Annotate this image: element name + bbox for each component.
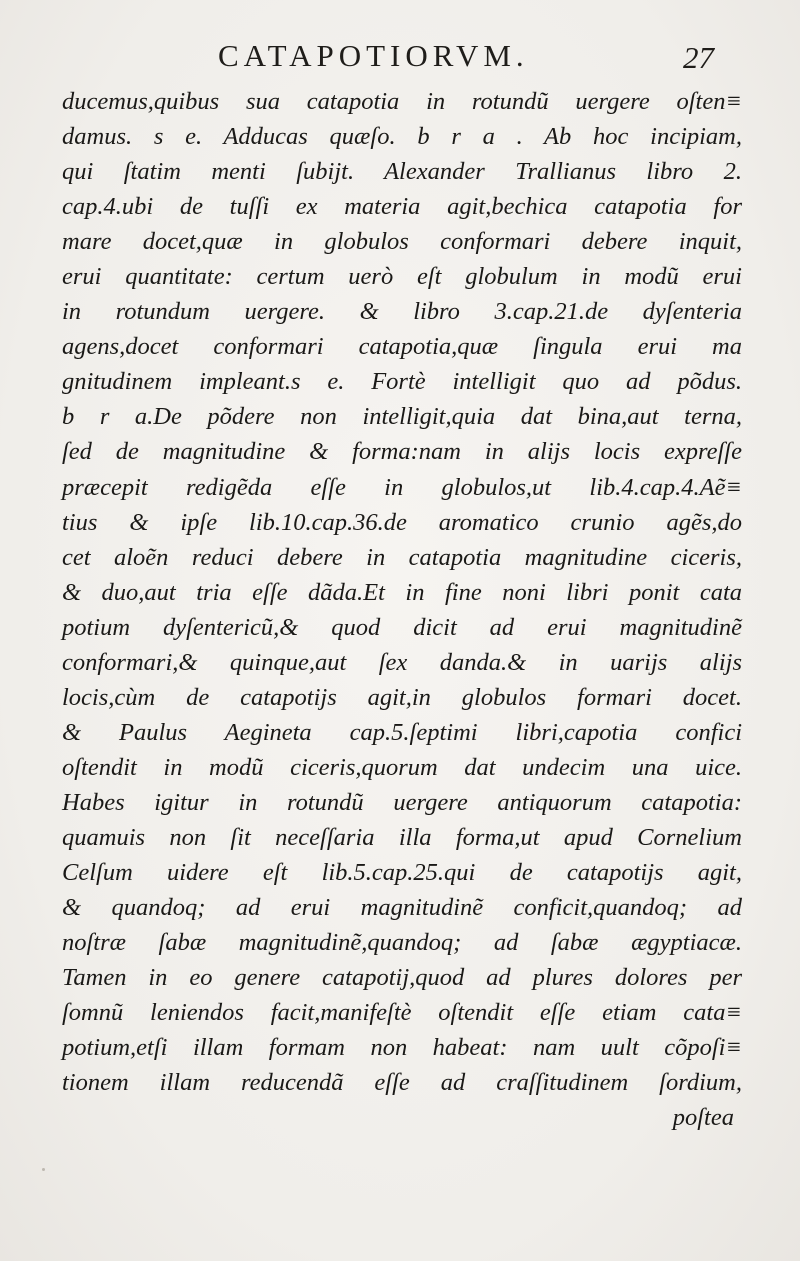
text-line: qui ſtatim menti ſubijt. Alexander Trallianus libro 2. [62,158,742,186]
text-line: ducemus,quibus sua catapotia in rotundũ uergere oſten≡ [62,88,742,115]
text-line: Tamen in eo genere catapotij,quod ad plures dolores per [62,964,742,992]
paper-speck [42,1168,45,1171]
text-line: agens,docet conformari catapotia,quæ ſingula erui ma [62,333,742,361]
text-line: erui quantitate: certum uerò eſt globulum in modũ erui [62,263,742,291]
text-line: gnitudinem impleant.s e. Fortè intelligit quo ad põdus. [62,368,742,396]
catchword: poſtea [672,1104,734,1132]
text-line: locis,cùm de catapotijs agit,in globulos formari docet. [62,683,742,711]
text-line: tius & ipſe lib.10.cap.36.de aromatico crunio agẽs,do [62,508,742,536]
text-line: damus. s e. Adducas quæſo. b r a . Ab hoc incipiam, [62,123,742,151]
text-line: & quandoq; ad erui magnitudinẽ conficit,quandoq; ad [62,894,742,922]
text-line: noſtræ ſabæ magnitudinẽ,quandoq; ad ſabæ ægyptiacæ. [62,929,742,957]
text-line: præcepit redigẽda eſſe in globulos,ut lib.4.cap.4.Aẽ≡ [62,473,742,501]
text-line: potium,etſi illam formam non habeat: nam uult cõpoſi≡ [62,1034,742,1062]
text-line: mare docet,quæ in globulos conformari debere inquit, [62,228,742,256]
page-number: 27 [683,40,714,75]
text-line: quamuis non ſit neceſſaria illa forma,ut apud Cornelium [62,823,742,851]
text-line: Habes igitur in rotundũ uergere antiquorum catapotia: [62,788,742,816]
text-line: cap.4.ubi de tuſſi ex materia agit,bechica catapotia for [62,193,742,221]
text-line: ſomnũ leniendos facit,manifeſtè oſtendit eſſe etiam cata≡ [62,999,742,1027]
text-line: in rotundum uergere. & libro 3.cap.21.de dyſenteria [62,298,742,326]
body-text [62,84,742,1135]
text-line: potium dyſentericũ,& quod dicit ad erui magnitudinẽ [62,613,742,641]
text-line: conformari,& quinque,aut ſex danda.& in uarijs alijs [62,648,742,676]
text-line: & duo,aut tria eſſe dãda.Et in fine noni libri ponit cata [62,578,742,606]
running-title: CATAPOTIORVM. [218,38,529,73]
text-line: tionem illam reducendã eſſe ad craſſitudinem ſordium, [62,1069,742,1097]
text-line: cet aloẽn reduci debere in catapotia magnitudine ciceris, [62,543,742,571]
page-header [0,34,800,74]
text-line: b r a.De põdere non intelligit,quia dat bina,aut terna, [62,403,742,431]
text-line: Celſum uidere eſt lib.5.cap.25.qui de catapotijs agit, [62,859,742,887]
text-line: & Paulus Aegineta cap.5.ſeptimi libri,capotia confici [62,718,742,746]
text-line: ſed de magnitudine & forma:nam in alijs locis expreſſe [62,438,742,466]
text-line: oſtendit in modũ ciceris,quorum dat undecim una uice. [62,753,742,781]
